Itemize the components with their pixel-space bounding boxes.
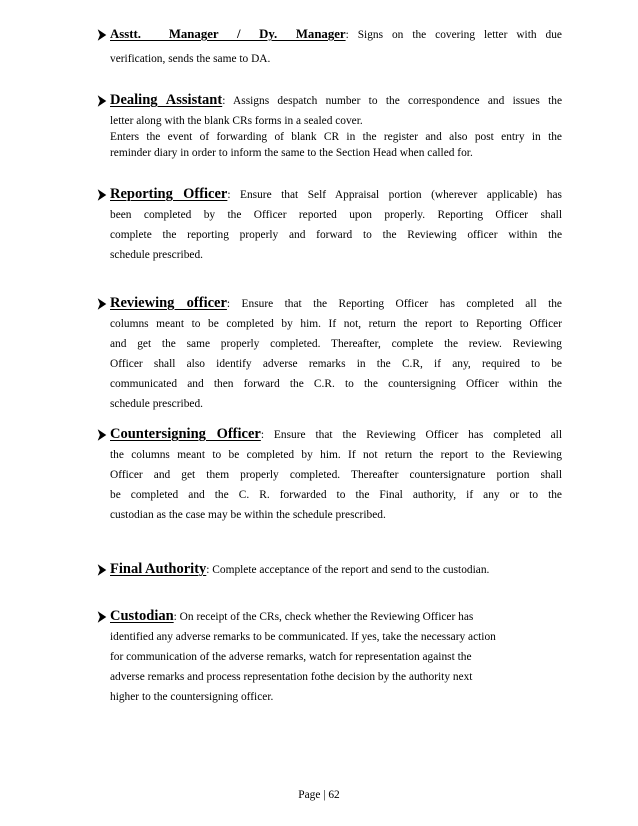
section-reviewing-officer (110, 296, 562, 410)
section-text-line: Officer shall also identify adverse remarks in the C.R, if any, required to be (110, 358, 562, 370)
section-heading: Final Authority (110, 561, 207, 577)
section-lead-text: : Ensure that the Reporting Officer has completed all the (226, 298, 562, 310)
section-text-line: higher to the countersigning officer. (110, 691, 274, 703)
section-text-line: and get the same properly completed. Thereafter, complete the review. Reviewing (110, 338, 562, 350)
section-heading-line (110, 27, 562, 44)
section-dealing-assistant (110, 93, 562, 159)
section-text-line: for communication of the adverse remarks, watch for representation against the (110, 651, 472, 663)
section-countersigning-officer (110, 427, 562, 521)
section-heading: Reviewing officer (110, 295, 227, 311)
arrow-bullet-icon (97, 611, 107, 623)
section-lead-text: : Ensure that the Reviewing Officer has completed all (260, 429, 562, 441)
section-heading: Countersigning Officer (110, 426, 261, 442)
section-final-authority (110, 562, 562, 579)
arrow-bullet-icon (97, 29, 107, 41)
section-heading-line (110, 609, 562, 626)
section-text-line: been completed by the Officer reported upon properly. Reporting Officer shall (110, 209, 562, 221)
section-lead-text: : Assigns despatch number to the correspondence and issues the (222, 95, 562, 107)
section-text-line: reminder diary in order to inform the same to the Section Head when called for. (110, 147, 473, 159)
page-number: Page | 62 (298, 789, 340, 801)
section-text-line: be completed and the C. R. forwarded to the Final authority, if any or to the (110, 489, 562, 501)
section-text-line: Officer and get them properly completed. Thereafter countersignature portion shall (110, 469, 562, 481)
arrow-bullet-icon (97, 95, 107, 107)
arrow-bullet-icon (97, 298, 107, 310)
arrow-bullet-icon (97, 564, 107, 576)
section-lead-text: : On receipt of the CRs, check whether the Reviewing Officer has (173, 611, 474, 623)
section-heading-line (110, 296, 562, 313)
section-reporting-officer (110, 187, 562, 261)
section-text-line: verification, sends the same to DA. (110, 53, 271, 65)
section-text-line: custodian as the case may be within the schedule prescribed. (110, 509, 386, 521)
section-heading: Custodian (110, 608, 174, 624)
section-text-line: schedule prescribed. (110, 398, 203, 410)
section-text-line: the columns meant to be completed by him. If not return the report to the Reviewing (110, 449, 562, 461)
section-text-line: communicated and then forward the C.R. to the countersigning Officer within the (110, 378, 562, 390)
section-heading-line (110, 562, 562, 579)
section-asstt-manager (110, 27, 562, 65)
section-heading-line (110, 93, 562, 110)
section-text-line: identified any adverse remarks to be communicated. If yes, take the necessary action (110, 631, 496, 643)
section-lead-text: : Signs on the covering letter with due (345, 29, 562, 41)
section-heading: Reporting Officer (110, 186, 228, 202)
section-text-line: schedule prescribed. (110, 249, 203, 261)
section-heading: Dealing Assistant (110, 92, 223, 108)
arrow-bullet-icon (97, 429, 107, 441)
section-text-line: Enters the event of forwarding of blank CR in the register and also post entry in the (110, 131, 562, 143)
section-text-line: adverse remarks and process representation fothe decision by the authority next (110, 671, 473, 683)
section-heading: Asstt. Manager / Dy. Manager (110, 27, 346, 41)
section-text-line: complete the reporting properly and forward to the Reviewing officer within the (110, 229, 562, 241)
arrow-bullet-icon (97, 189, 107, 201)
page-footer (0, 789, 638, 801)
section-heading-line (110, 187, 562, 204)
section-custodian (110, 609, 562, 703)
section-lead-text: : Ensure that Self Appraisal portion (wherever applicable) has (227, 189, 562, 201)
section-lead-text: : Complete acceptance of the report and send to the custodian. (206, 564, 490, 576)
section-text-line: columns meant to be completed by him. If not, return the report to Reporting Officer (110, 318, 562, 330)
section-text-line: letter along with the blank CRs forms in a sealed cover. (110, 115, 363, 127)
section-heading-line (110, 427, 562, 444)
